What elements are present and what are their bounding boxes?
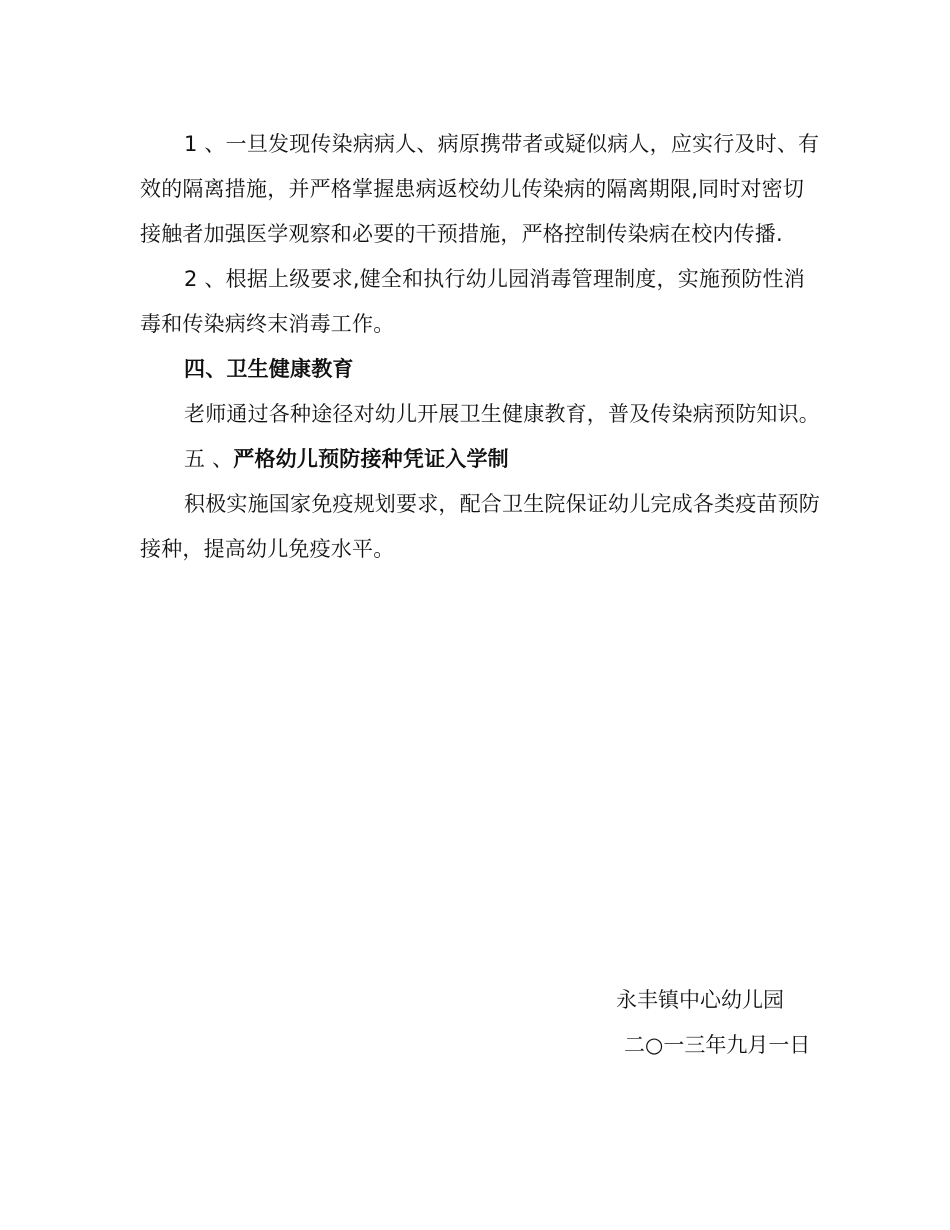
- paragraph-health-education: 老师通过各种途径对幼儿开展卫生健康教育，普及传染病预防知识。: [184, 402, 820, 426]
- signature-block: [600, 978, 830, 1068]
- section-heading-vaccination: [140, 437, 820, 482]
- section-heading-5-title: 严格幼儿预防接种凭证入学制: [233, 447, 509, 471]
- section-heading-5-prefix: 五 、: [184, 447, 234, 471]
- section-heading-health-education: [140, 347, 820, 392]
- signature-date: 二○一三年九月一日: [624, 1033, 811, 1057]
- paragraph-vaccination: 积极实施国家免疫规划要求，配合卫生院保证幼儿完成各类疫苗预防接种，提高幼儿免疫水平。: [140, 492, 820, 561]
- document-body: [140, 122, 820, 572]
- signature-organization: 永丰镇中心幼儿园: [616, 988, 784, 1012]
- paragraph-disinfection: 2 、根据上级要求,健全和执行幼儿园消毒管理制度，实施预防性消毒和传染病终末消毒工作。: [140, 267, 805, 336]
- paragraph-isolation: 1 、一旦发现传染病病人、病原携带者或疑似病人，应实行及时、有效的隔离措施，并严格掌握患病返校幼儿传染病的隔离期限,同时对密切接触者加强医学观察和必要的干预措施，严格控制传染病在校内传播.: [140, 132, 820, 246]
- section-heading-4-text: 四、卫生健康教育: [184, 357, 354, 381]
